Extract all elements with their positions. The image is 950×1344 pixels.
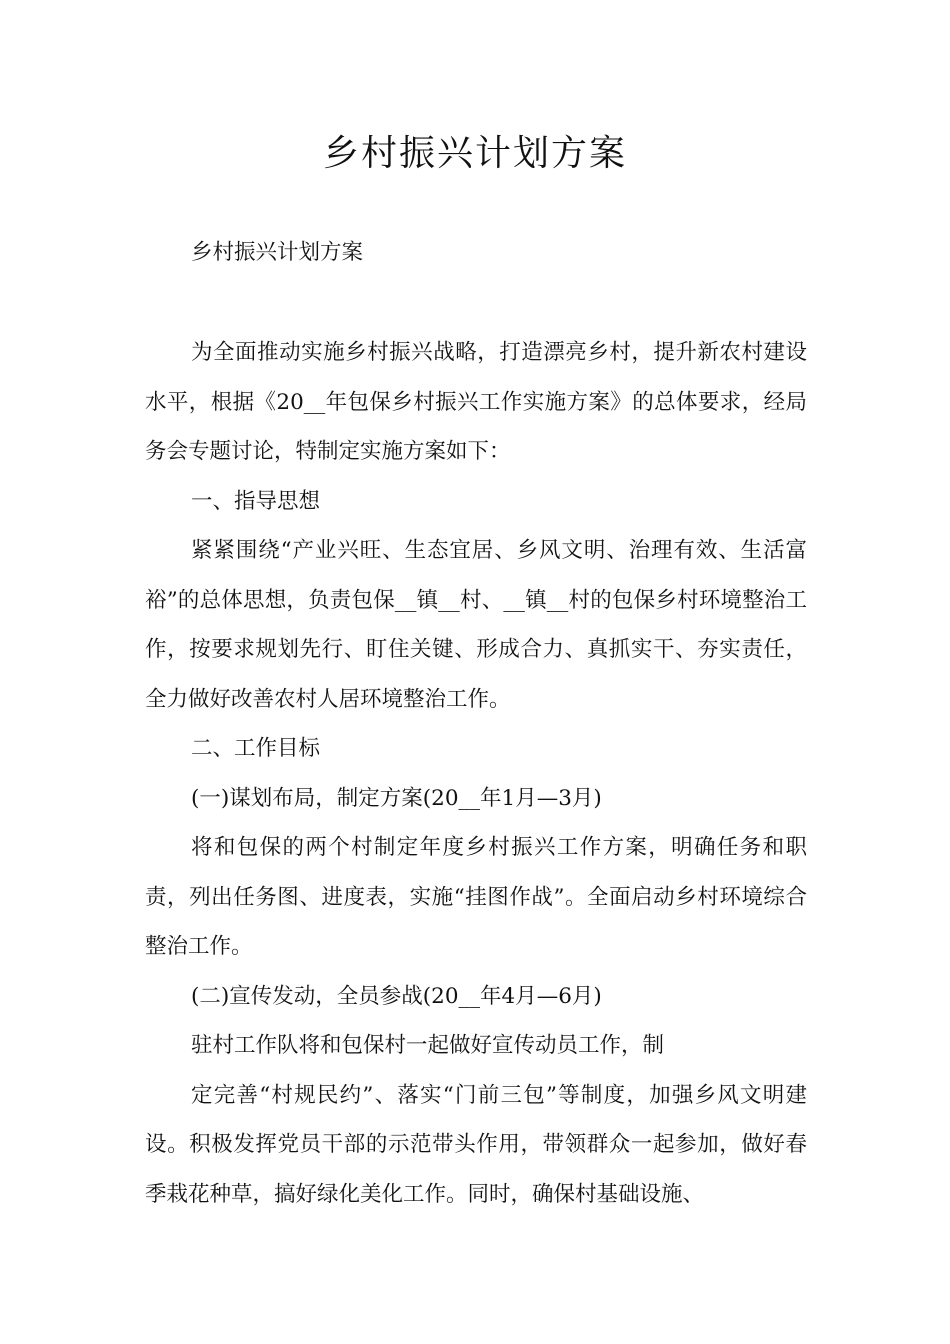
paragraph-intro: 为全面推动实施乡村振兴战略，打造漂亮乡村，提升新农村建设水平，根据《20__年包保乡村振兴工作实施方案》的总体要求，经局务会专题讨论，特制定实施方案如下：: [145, 340, 807, 464]
paragraph-rules-and-culture: 定完善“村规民约”、落实“门前三包”等制度，加强乡风文明建设。积极发挥党员干部的示范带头作用，带领群众一起参加，做好春季栽花种草，搞好绿化美化工作。同时，确保村基础设施、: [145, 1082, 807, 1207]
document-subtitle: 乡村振兴计划方案: [191, 240, 364, 265]
document-title: 乡村振兴计划方案: [322, 133, 627, 174]
subheading-publicity-mobilization: (二)宣传发动，全员参战(20__年4月—6月): [191, 983, 602, 1009]
heading-guiding-ideology: 一、指导思想: [191, 488, 321, 514]
paragraph-publicity-mobilization: 驻村工作队将和包保村一起做好宣传动员工作，制: [191, 1033, 665, 1058]
heading-work-goals: 二、工作目标: [191, 736, 321, 761]
paragraph-planning-layout: 将和包保的两个村制定年度乡村振兴工作方案，明确任务和职责，列出任务图、进度表，实施“挂图作战”。全面启动乡村环境综合整治工作。: [145, 835, 807, 959]
document-body: [145, 328, 807, 1219]
subheading-planning-layout: (一)谋划布局，制定方案(20__年1月—3月): [191, 785, 602, 811]
paragraph-guiding-ideology: 紧紧围绕“产业兴旺、生态宜居、乡风文明、治理有效、生活富裕”的总体思想，负责包保__镇__村、__镇__村的包保乡村环境整治工作，按要求规划先行、盯住关键、形成合力、真抓实干、夯实责任，全力做好改善农村人居环境整治工作。: [145, 538, 807, 712]
